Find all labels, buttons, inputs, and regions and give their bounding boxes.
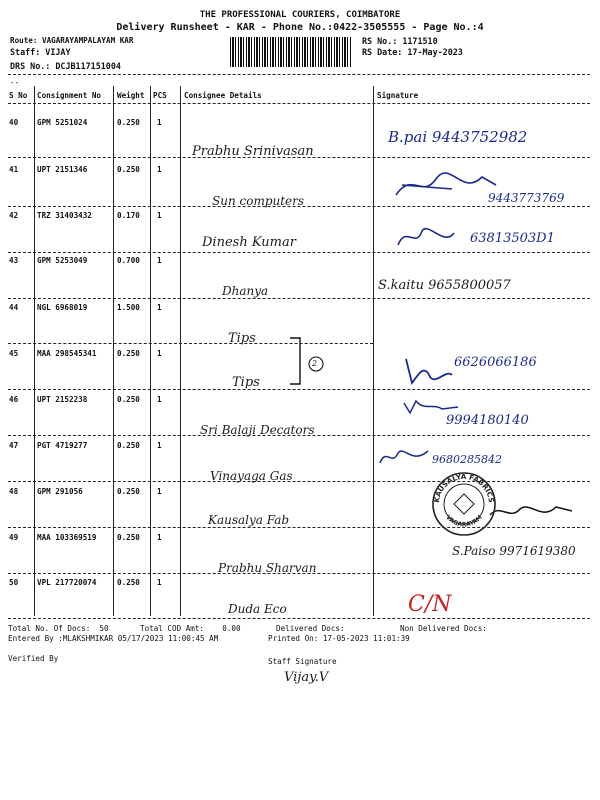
row-consignment: GPM 5251024 xyxy=(37,118,88,127)
row-consignment: UPT 2152238 xyxy=(37,395,88,404)
consignee-name: Dinesh Kumar xyxy=(202,235,296,250)
table-row xyxy=(0,211,600,251)
row-weight: 0.250 xyxy=(117,395,140,404)
staff-signature-label: Staff Signature xyxy=(268,657,337,666)
row-pcs: 1 xyxy=(157,395,162,404)
bracket-mark-number: 2 xyxy=(312,359,318,368)
row-divider xyxy=(8,298,590,299)
row-pcs: 1 xyxy=(157,441,162,450)
row-consignment: VPL 217720074 xyxy=(37,578,97,587)
row-sno: 48 xyxy=(9,487,19,496)
row-sno: 45 xyxy=(9,349,19,358)
col-pcs: PCS xyxy=(153,91,167,100)
consignee-name: Prabhu Srinivasan xyxy=(192,144,314,159)
consignee-name: Sun computers xyxy=(212,194,305,208)
col-consignee: Consignee Details xyxy=(184,91,262,100)
delivered-docs: Delivered Docs: xyxy=(276,624,345,633)
receiver-signature: S.kaitu 9655800057 xyxy=(378,278,511,293)
row-consignment: PGT 4719277 xyxy=(37,441,88,450)
verified-by: Verified By xyxy=(8,654,59,663)
printed-on: Printed On: 17-05-2023 11:01:39 xyxy=(268,634,410,643)
consignee-name: Kausalya Fab xyxy=(208,513,290,527)
signature-scribble xyxy=(402,355,456,389)
row-consignment: GPM 291056 xyxy=(37,487,83,496)
consignee-name: Tips xyxy=(232,375,260,390)
receiver-signature: B.pai 9443752982 xyxy=(388,128,528,146)
table-row xyxy=(0,395,600,435)
col-consignment: Consignment No xyxy=(37,91,102,100)
row-weight: 0.700 xyxy=(117,256,140,265)
col-sno: S No xyxy=(9,91,28,100)
staff-label: Staff: VIJAY xyxy=(10,47,71,57)
table-row xyxy=(0,165,600,208)
row-sno: 44 xyxy=(9,303,19,312)
consignee-name: Tips xyxy=(228,331,256,346)
signature-scribble xyxy=(392,221,462,251)
row-divider xyxy=(8,573,590,574)
column-header-divider xyxy=(8,103,590,104)
document-subtitle: Delivery Runsheet - KAR - Phone No.:0422-3505555 - Page No.:4 xyxy=(116,22,484,33)
consignee-name: Prabhu Sharvan xyxy=(218,561,317,575)
route-label: Route: VAGARAYAMPALAYAM KAR xyxy=(10,36,134,45)
col-signature: Signature xyxy=(377,91,419,100)
row-divider xyxy=(8,206,590,207)
row-weight: 0.170 xyxy=(117,211,140,220)
row-pcs: 1 xyxy=(157,487,162,496)
row-pcs: 1 xyxy=(157,533,162,542)
receiver-signature: 63813503D1 xyxy=(470,231,555,246)
row-divider xyxy=(8,527,590,528)
rs-number: RS No.: 1171510 xyxy=(362,36,438,46)
signature-scribble xyxy=(486,501,576,525)
row-consignment: MAA 298545341 xyxy=(37,349,97,358)
entered-by: Entered By :MLAKSHMIKAR 05/17/2023 11:00:45 AM xyxy=(8,634,219,643)
drs-number: DRS No.: DCJB117151004 xyxy=(10,61,121,71)
svg-text:VAGARAYAM xyxy=(444,514,483,528)
row-consignment: UPT 2151346 xyxy=(37,165,88,174)
stamp-top-text: KAUSALYA FABRICS xyxy=(432,472,496,504)
row-pcs: 1 xyxy=(157,165,162,174)
table-row xyxy=(0,441,600,481)
signature-scribble xyxy=(376,445,432,469)
row-pcs: 1 xyxy=(157,211,162,220)
consignee-name: Duda Eco xyxy=(228,602,287,616)
row-weight: 0.250 xyxy=(117,349,140,358)
consignee-name: Dhanya xyxy=(222,284,269,298)
consignee-name: Sri Balaji Decators xyxy=(200,423,315,437)
row-divider xyxy=(8,252,590,253)
total-docs: Total No. Of Docs: 50 xyxy=(8,624,109,633)
row-pcs: 1 xyxy=(157,118,162,127)
row-weight: 0.250 xyxy=(117,578,140,587)
row-pcs: 1 xyxy=(157,256,162,265)
footer-divider xyxy=(8,618,590,619)
row-divider xyxy=(8,435,590,436)
total-cod: Total COD Amt: 0.00 xyxy=(140,624,241,633)
row-consignment: MAA 103369519 xyxy=(37,533,97,542)
row-sno: 41 xyxy=(9,165,19,174)
receiver-signature: 6626066186 xyxy=(454,355,537,370)
staff-signature: Vijay.V xyxy=(284,670,329,685)
row-sno: 50 xyxy=(9,578,19,587)
row-weight: 0.250 xyxy=(117,118,140,127)
signature-scribble xyxy=(392,169,502,201)
table-row xyxy=(0,578,600,618)
receiver-signature: C/N xyxy=(408,592,452,617)
row-sno: 47 xyxy=(9,441,19,450)
receiver-signature: 9994180140 xyxy=(446,413,529,428)
row-sno: 40 xyxy=(9,118,19,127)
receiver-signature: S.Paiso 9971619380 xyxy=(452,544,576,558)
table-row xyxy=(0,256,600,296)
row-consignment: NGL 6968019 xyxy=(37,303,88,312)
non-delivered-docs: Non Delivered Docs: xyxy=(400,624,487,633)
receiver-signature: 9443773769 xyxy=(488,191,565,205)
svg-text:KAUSALYA FABRICS xyxy=(433,473,495,503)
row-sno: 46 xyxy=(9,395,19,404)
row-weight: 0.250 xyxy=(117,165,140,174)
row-pcs: 1 xyxy=(157,349,162,358)
row-weight: 0.250 xyxy=(117,487,140,496)
company-stamp xyxy=(430,470,498,538)
row-weight: 0.250 xyxy=(117,533,140,542)
row-divider xyxy=(8,389,590,390)
header-divider xyxy=(8,74,590,75)
document-title: THE PROFESSIONAL COURIERS, COIMBATORE xyxy=(199,10,401,20)
table-row xyxy=(0,487,600,527)
col-weight: Weight xyxy=(117,91,145,100)
row-divider xyxy=(8,157,590,158)
row-consignment: TRZ 31403432 xyxy=(37,211,92,220)
table-row xyxy=(0,118,600,158)
stamp-bottom-text: VAGARAYAM xyxy=(444,513,484,529)
consignee-name: Vinayaga Gas xyxy=(210,469,293,483)
receiver-signature: 9680285842 xyxy=(432,453,502,466)
header-dots: -- xyxy=(10,78,20,87)
row-pcs: 1 xyxy=(157,303,162,312)
row-weight: 0.250 xyxy=(117,441,140,450)
rs-date: RS Date: 17-May-2023 xyxy=(362,47,463,57)
row-sno: 43 xyxy=(9,256,19,265)
row-sno: 42 xyxy=(9,211,19,220)
row-pcs: 1 xyxy=(157,578,162,587)
row-consignment: GPM 5253049 xyxy=(37,256,88,265)
row-sno: 49 xyxy=(9,533,19,542)
row-divider xyxy=(8,481,590,482)
barcode-image xyxy=(230,37,352,67)
table-row xyxy=(0,533,600,573)
row-weight: 1.500 xyxy=(117,303,140,312)
table-row xyxy=(0,349,600,389)
